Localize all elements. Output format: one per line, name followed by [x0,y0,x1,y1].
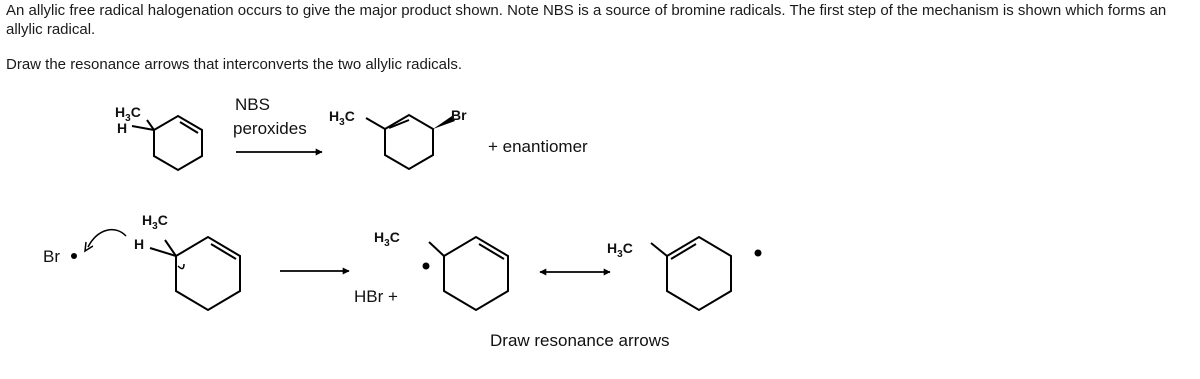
methyl-label-5: $H_3C$ [607,240,633,260]
allylic-radical-1 [429,237,508,310]
reagent-nbs: NBS [235,95,270,114]
question-task: Draw the resonance arrows that interconverts the two allylic radicals. [6,56,463,73]
instruction-label: Draw resonance arrows [490,331,670,350]
bromine-radical-label: Br [43,247,60,266]
bromine-label: Br [451,107,467,123]
methyl-label-1: $H_3C$ [115,104,141,124]
product-molecule [366,115,433,169]
curved-arrow-left-icon [88,230,126,247]
reactant-mechanism [150,237,240,310]
hydrogen-label-1: H [117,120,128,136]
hbr-byproduct: HBr + [354,287,398,306]
starting-material [132,116,202,170]
methyl-label-2: $H_3C$ [329,108,355,128]
radical-dot [71,253,77,259]
allylic-radical-2 [651,237,731,310]
hydrogen-label-2: H [134,236,145,252]
methyl-label-4: $H_3C$ [374,229,400,249]
reagent-peroxides: peroxides [233,119,307,138]
radical-dot-1 [423,263,430,270]
radical-dot-2 [755,250,762,257]
question-intro: An allylic free radical halogenation occurs to give the major product shown. Note NBS is a source of bromine radicals. The first step of the mechanism is shown which forms an allylic radical. [6,2,1167,38]
enantiomer-note: + enantiomer [488,137,588,156]
curved-arrow-small-icon [178,264,184,269]
methyl-label-3: $H_3C$ [142,212,168,232]
